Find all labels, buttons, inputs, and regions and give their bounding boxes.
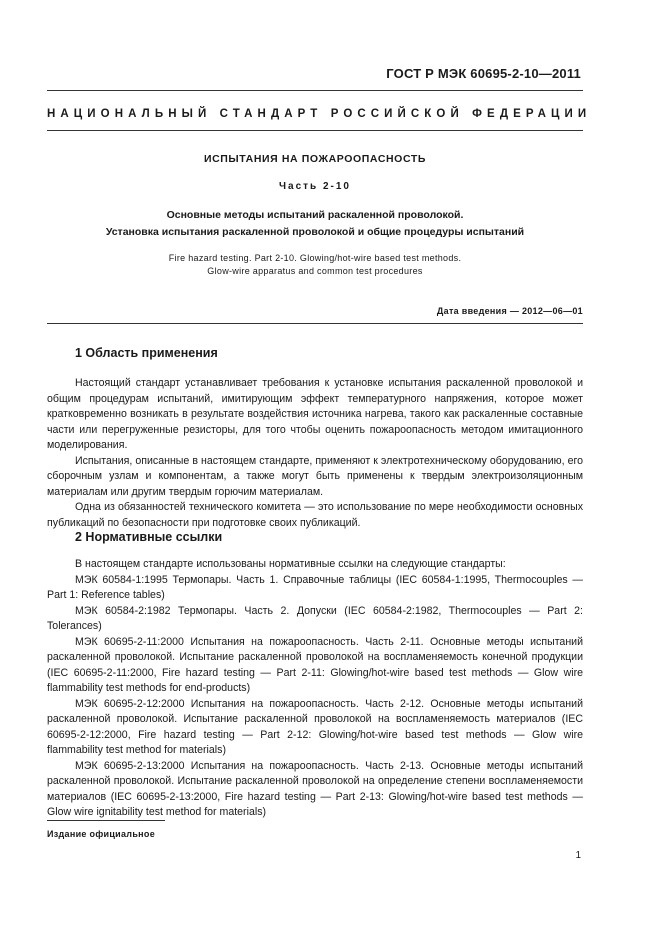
english-title-line-1: Fire hazard testing. Part 2-10. Glowing/hot-wire based test methods.	[168, 253, 462, 263]
paragraph: Испытания, описанные в настоящем стандарте, применяют к электротехническому оборудованию, его сборочным узлам и компонентам, а также могут быть применены к твердым электроизоляционным материалам или другим твердым горючим материалам.	[47, 454, 583, 498]
standard-title: ИСПЫТАНИЯ НА ПОЖАРООПАСНОСТЬ	[203, 153, 427, 165]
document-number: ГОСТ Р МЭК 60695-2-10—2011	[386, 66, 581, 81]
standard-part: Часть 2-10	[279, 181, 351, 192]
section-1-heading: 1 Область применения	[75, 346, 218, 360]
edition-note: Издание официальное	[47, 829, 156, 839]
page-number: 1	[575, 850, 581, 861]
introduction-date: Дата введения — 2012—06—01	[436, 306, 583, 316]
reference-item: МЭК 60584-1:1995 Термопары. Часть 1. Справочные таблицы (IEC 60584-1:1995, Thermocouples — Part 1: Reference tables)	[47, 573, 583, 601]
english-title-line-2: Glow-wire apparatus and common test procedures	[207, 266, 423, 276]
standard-subtitle	[47, 207, 583, 241]
date-divider	[47, 323, 583, 324]
header-divider-bottom	[47, 130, 583, 131]
subtitle-line-2: Установка испытания раскаленной проволокой и общие процедуры испытаний	[105, 226, 525, 238]
paragraph: В настоящем стандарте использованы нормативные ссылки на следующие стандарты:	[75, 558, 506, 570]
paragraph: Одна из обязанностей технического комитета — это использование по мере необходимости основных публикаций по безопасности при подготовке своих публикаций.	[47, 501, 583, 529]
reference-item: МЭК 60695-2-11:2000 Испытания на пожароопасность. Часть 2-11. Основные методы испытаний раскаленной проволокой. Испытание раскаленной проволокой на воспламеняемость конечной продукции (IEC 60695-2-11:2000, Fire hazard testing — Part 2-11: Glowing/hot-wire based test methods — Glow wire flammability test methods for end-products)	[47, 635, 583, 694]
footer-divider	[47, 820, 165, 821]
header-divider-top	[47, 90, 583, 91]
national-standard-banner: НАЦИОНАЛЬНЫЙ СТАНДАРТ РОССИЙСКОЙ ФЕДЕРАЦИИ	[47, 108, 592, 120]
subtitle-line-1: Основные методы испытаний раскаленной проволокой.	[166, 209, 464, 221]
section-2-body	[47, 557, 583, 821]
reference-item: МЭК 60584-2:1982 Термопары. Часть 2. Допуски (IEC 60584-2:1982, Thermocouples — Part 2: Tolerances)	[47, 604, 583, 632]
reference-item: МЭК 60695-2-12:2000 Испытания на пожароопасность. Часть 2-12. Основные методы испытаний раскаленной проволокой. Испытание раскаленной проволокой на воспламеняемость материалов (IEC 60695-2-12:2000, Fire hazard testing — Part 2-12: Glowing/hot-wire based test methods — Glow wire flammability test method for materials)	[47, 697, 583, 756]
paragraph: Настоящий стандарт устанавливает требования к установке испытания раскаленной проволокой и общим процедурам испытаний, имитирующим эффект температурного напряжения, которое может кратковременно возникать в результате воздействия источника нагрева, такого как раскаленные составные части или перегруженные резисторы, для того чтобы оценить пожароопасность методом имитационного моделирования.	[47, 377, 583, 451]
reference-item: МЭК 60695-2-13:2000 Испытания на пожароопасность. Часть 2-13. Основные методы испытаний раскаленной проволокой. Испытание раскаленной проволокой на определение степени воспламеняемости материалов (IEC 60695-2-13:2000, Fire hazard testing — Part 2-13: Glowing/hot-wire based test methods — Glow wire ignitability test method for materials)	[47, 759, 583, 818]
english-title	[47, 252, 583, 278]
section-2-heading: 2 Нормативные ссылки	[75, 530, 223, 544]
section-1-body	[47, 376, 583, 531]
